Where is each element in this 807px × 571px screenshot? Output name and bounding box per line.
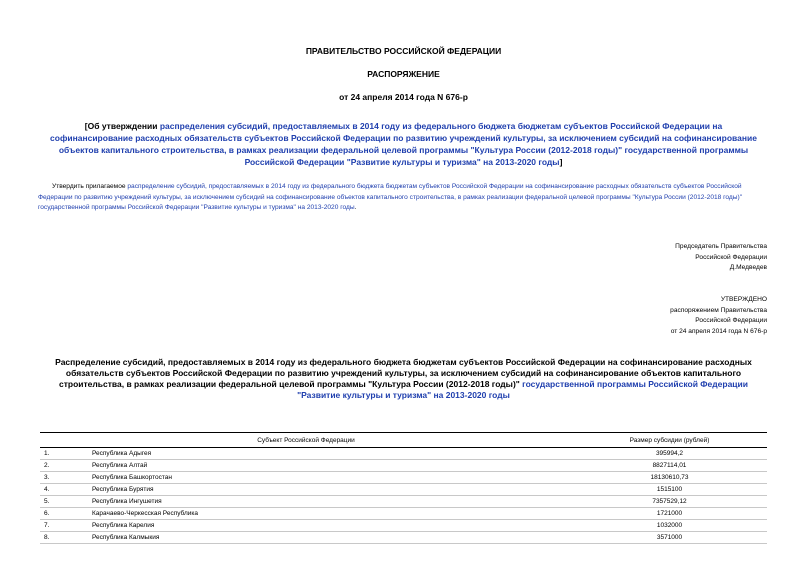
paragraph-lead: Утвердить прилагаемое <box>52 183 128 190</box>
table-row <box>40 532 767 544</box>
signature-line-1: Председатель Правительства <box>675 243 767 250</box>
row-number: 7. <box>40 520 92 532</box>
title-open: [Об утверждении <box>84 121 160 131</box>
row-number: 4. <box>40 484 92 496</box>
row-number: 8. <box>40 532 92 544</box>
row-subject: Республика Калмыкия <box>92 532 572 544</box>
document-type: РАСПОРЯЖЕНИЕ <box>367 69 440 79</box>
table-row <box>40 496 767 508</box>
table-row <box>40 448 767 460</box>
title-close: ] <box>559 157 563 167</box>
signature-line-3: Д.Медведев <box>729 264 767 271</box>
title-link[interactable]: распределения субсидий, предоставляемых в 2014 году из федерального бюджета бюджетам субъектов Российской Федерации на софинансирование расходных обязательств субъектов Российской Федерации по развитию учреждений культуры, за исключением субсидий на софинансирование объектов капитального строительства, в рамках реализации федеральной целевой программы "Культура России (2012-2018 годы)" государственной программы Российской Федерации "Развитие культуры и туризма" на 2013-2020 годы <box>50 121 757 167</box>
row-number: 5. <box>40 496 92 508</box>
row-number: 6. <box>40 508 92 520</box>
approval-line-1: УТВЕРЖДЕНО <box>720 296 767 303</box>
row-number: 1. <box>40 448 92 460</box>
row-amount: 1721000 <box>572 508 767 520</box>
row-amount: 18130610,73 <box>572 472 767 484</box>
table-header-row <box>40 433 767 448</box>
row-number: 2. <box>40 460 92 472</box>
document-title <box>48 120 759 168</box>
table-row <box>40 460 767 472</box>
signature-block <box>675 242 767 274</box>
signature-line-2: Российской Федерации <box>695 253 767 261</box>
table-row <box>40 508 767 520</box>
row-amount: 1032000 <box>572 520 767 532</box>
paragraph-link[interactable]: распределение субсидий, предоставляемых в 2014 году из федерального бюджета бюджетам субъектов Российской Федерации на софинансирование расходных обязательств субъектов Российской Федерации по развитию учреждений культуры, за исключением субсидий на софинансирование объектов капитального строительства, в рамках реализации федеральной целевой программы "Культура России (2012-2018 годы)" государственной программы Российской Федерации "Развитие культуры и туризма" на 2013-2020 годы <box>38 183 743 211</box>
table-row <box>40 484 767 496</box>
row-subject: Республика Башкортостан <box>92 472 572 484</box>
approval-line-2: распоряжением Правительства <box>670 306 767 314</box>
approval-line-4: от 24 апреля 2014 года N 676-р <box>670 327 767 335</box>
resolution-paragraph <box>38 182 771 214</box>
column-header-subject: Субъект Российской Федерации <box>40 433 572 448</box>
row-subject: Карачаево-Черкесская Республика <box>92 508 572 520</box>
row-amount: 7357529,12 <box>572 496 767 508</box>
distribution-title-main: Распределение субсидий, предоставляемых в 2014 году из федерального бюджета бюджетам субъектов Российской Федерации на софинансирование расходных обязательств субъектов Российской Федерации по развитию учреждений культуры, за исключением субсидий на софинансирование объектов капитального строительства, в рамках реализации федеральной целевой программы "Культура России (2012-2018 годы)" <box>55 357 752 389</box>
row-amount: 1515100 <box>572 484 767 496</box>
distribution-title <box>48 357 759 401</box>
row-subject: Республика Ингушетия <box>92 496 572 508</box>
distribution-title-link[interactable]: государственной программы Российской Федерации "Развитие культуры и туризма" на 2013-2020 годы <box>297 379 748 400</box>
column-header-amount: Размер субсидии (рублей) <box>572 433 767 448</box>
row-subject: Республика Карелия <box>92 520 572 532</box>
row-amount: 3571000 <box>572 532 767 544</box>
government-name: ПРАВИТЕЛЬСТВО РОССИЙСКОЙ ФЕДЕРАЦИИ <box>305 46 502 56</box>
approval-block <box>670 295 767 337</box>
approval-line-3: Российской Федерации <box>695 317 767 324</box>
row-amount: 395994,2 <box>572 448 767 460</box>
row-subject: Республика Бурятия <box>92 484 572 496</box>
table-row <box>40 520 767 532</box>
paragraph-tail: . <box>354 204 357 211</box>
row-subject: Республика Алтай <box>92 460 572 472</box>
row-number: 3. <box>40 472 92 484</box>
row-subject: Республика Адыгея <box>92 448 572 460</box>
document-date: от 24 апреля 2014 года N 676-р <box>339 92 468 102</box>
table-row <box>40 472 767 484</box>
subsidy-table <box>40 432 767 544</box>
row-amount: 8827114,01 <box>572 460 767 472</box>
